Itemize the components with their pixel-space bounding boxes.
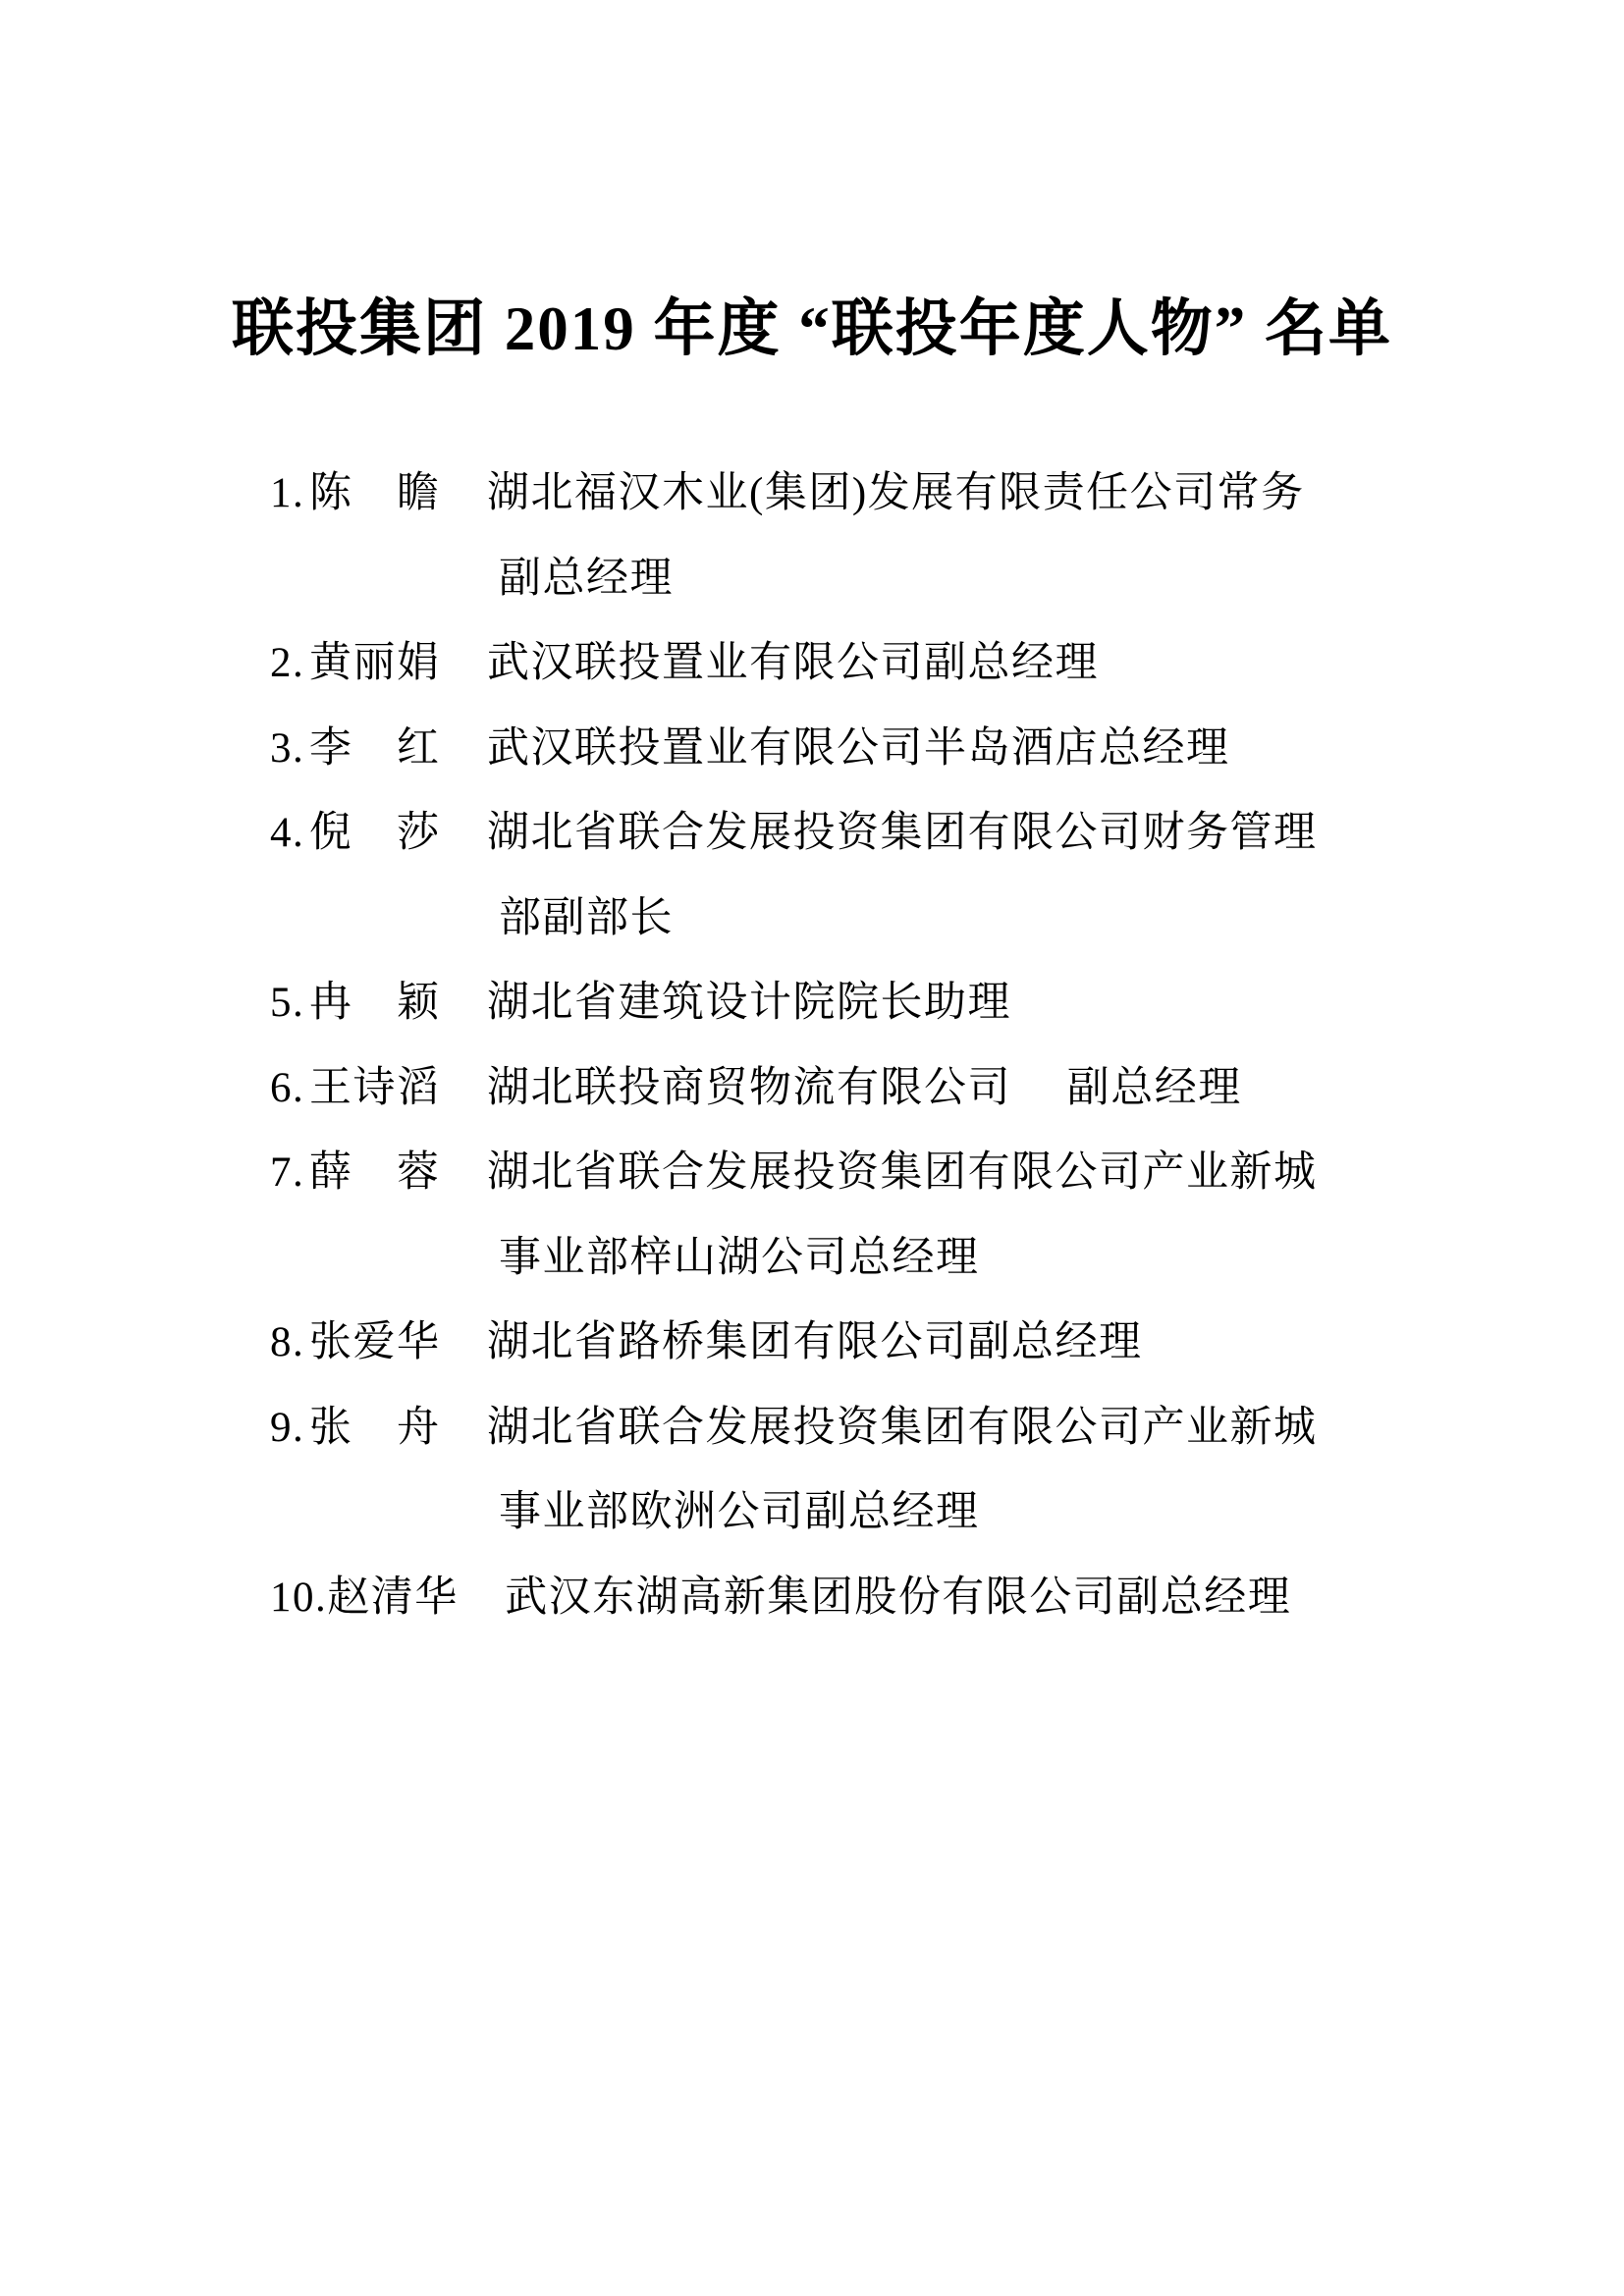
person-position: 湖北省路桥集团有限公司副总经理 [487,1319,1143,1365]
person-position-continuation: 部副部长 [499,894,674,941]
person-name: 李 红 [309,724,441,772]
list-item [270,1131,1448,1301]
person-position: 湖北省联合发展投资集团有限公司财务管理 [487,810,1318,856]
person-name: 倪 莎 [309,810,441,856]
list-item [270,1386,1448,1556]
person-name: 黄丽娟 [309,640,441,686]
item-number: 1. [270,470,305,516]
item-number: 5. [270,980,305,1026]
person-position-continuation: 副总经理 [499,555,674,602]
person-position: 武汉东湖高新集团股份有限公司副总经理 [505,1574,1292,1621]
person-name: 薛 蓉 [309,1149,441,1196]
list-item [270,1301,1448,1386]
list-item [270,961,1448,1046]
list-item [270,791,1448,961]
item-number: 2. [270,640,305,686]
person-name: 冉 颖 [309,980,441,1026]
list-item-main-line [270,707,1448,792]
list-item-main-line [270,791,1448,877]
list-item [270,1046,1448,1132]
list-item-main-line [270,1131,1448,1216]
document-title: 联投集团 2019 年度 “联投年度人物” 名单 [232,294,1392,363]
item-number: 10. [270,1574,328,1621]
person-position: 武汉联投置业有限公司半岛酒店总经理 [487,724,1230,772]
list-item [270,1556,1448,1641]
item-number: 4. [270,810,305,856]
list-item [270,621,1448,707]
person-position: 湖北省联合发展投资集团有限公司产业新城 [487,1149,1318,1196]
person-name: 陈 瞻 [309,470,441,516]
person-position: 湖北联投商贸物流有限公司 副总经理 [487,1064,1242,1111]
item-number: 3. [270,724,305,772]
person-position: 湖北省建筑设计院院长助理 [487,980,1011,1026]
person-position: 湖北省联合发展投资集团有限公司产业新城 [487,1404,1318,1451]
person-position: 湖北福汉木业(集团)发展有限责任公司常务 [487,470,1305,516]
list-item-main-line [270,961,1448,1046]
list-item-main-line [270,1301,1448,1386]
list-item-main-line [270,452,1448,537]
person-position: 武汉联投置业有限公司副总经理 [487,640,1099,686]
list-item-main-line [270,621,1448,707]
item-number: 8. [270,1319,305,1365]
list-item-main-line [270,1386,1448,1471]
list-item-main-line [270,1556,1448,1641]
list-item-main-line [270,1046,1448,1132]
item-number: 6. [270,1064,305,1111]
person-name: 赵清华 [327,1574,459,1621]
person-position-continuation: 事业部欧洲公司副总经理 [499,1489,980,1535]
item-number: 7. [270,1149,305,1196]
person-name: 张爱华 [309,1319,441,1365]
person-name: 张 舟 [309,1404,441,1451]
award-name-list [270,452,1448,1640]
list-item [270,452,1448,621]
list-item [270,707,1448,792]
item-number: 9. [270,1404,305,1451]
person-name: 王诗滔 [309,1064,441,1111]
person-position-continuation: 事业部梓山湖公司总经理 [499,1234,980,1281]
